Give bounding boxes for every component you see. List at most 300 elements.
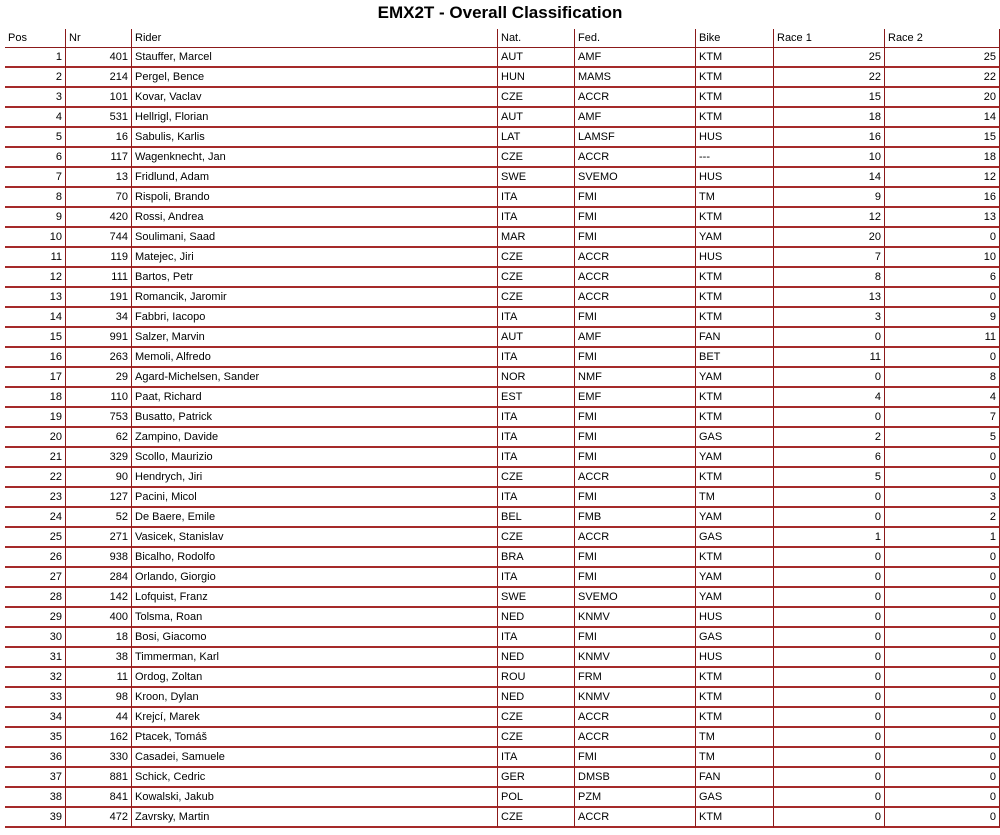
cell-race1: 3: [774, 308, 885, 328]
cell-rider: Agard-Michelsen, Sander: [132, 368, 498, 388]
cell-rider: Romancik, Jaromir: [132, 288, 498, 308]
table-row: [5, 748, 1000, 768]
cell-nr: 11: [66, 668, 132, 688]
table-row: [5, 308, 1000, 328]
cell-rider: Matejec, Jiri: [132, 248, 498, 268]
cell-nr: 330: [66, 748, 132, 768]
cell-race1: 20: [774, 228, 885, 248]
table-row: [5, 688, 1000, 708]
cell-pos: 17: [5, 368, 66, 388]
cell-nat: ITA: [498, 488, 575, 508]
cell-nr: 991: [66, 328, 132, 348]
table-row: [5, 188, 1000, 208]
cell-race2: 12: [885, 168, 1000, 188]
table-row: [5, 788, 1000, 808]
cell-race1: 0: [774, 608, 885, 628]
cell-race2: 0: [885, 568, 1000, 588]
cell-pos: 19: [5, 408, 66, 428]
cell-nr: 191: [66, 288, 132, 308]
cell-rider: Zavrsky, Martin: [132, 808, 498, 828]
cell-race1: 1: [774, 528, 885, 548]
column-header-bike[interactable]: Bike: [696, 29, 774, 48]
cell-fed: MAMS: [575, 68, 696, 88]
cell-rider: Krejcí, Marek: [132, 708, 498, 728]
cell-pos: 4: [5, 108, 66, 128]
cell-bike: KTM: [696, 208, 774, 228]
cell-race2: 0: [885, 608, 1000, 628]
cell-race2: 10: [885, 248, 1000, 268]
cell-nat: CZE: [498, 728, 575, 748]
cell-nat: AUT: [498, 328, 575, 348]
cell-race2: 5: [885, 428, 1000, 448]
table-row: [5, 48, 1000, 68]
cell-fed: ACCR: [575, 808, 696, 828]
cell-race2: 6: [885, 268, 1000, 288]
cell-race1: 7: [774, 248, 885, 268]
cell-fed: FMI: [575, 748, 696, 768]
cell-bike: KTM: [696, 808, 774, 828]
cell-fed: FMI: [575, 308, 696, 328]
cell-race1: 0: [774, 548, 885, 568]
cell-bike: YAM: [696, 368, 774, 388]
cell-race2: 14: [885, 108, 1000, 128]
table-row: [5, 88, 1000, 108]
cell-pos: 14: [5, 308, 66, 328]
cell-race1: 0: [774, 508, 885, 528]
cell-rider: Ptacek, Tomáš: [132, 728, 498, 748]
cell-pos: 9: [5, 208, 66, 228]
cell-bike: KTM: [696, 48, 774, 68]
cell-nat: ITA: [498, 748, 575, 768]
cell-pos: 13: [5, 288, 66, 308]
table-row: [5, 568, 1000, 588]
cell-nr: 472: [66, 808, 132, 828]
cell-fed: FMI: [575, 548, 696, 568]
cell-bike: KTM: [696, 668, 774, 688]
cell-race1: 10: [774, 148, 885, 168]
cell-nat: ITA: [498, 568, 575, 588]
cell-race1: 15: [774, 88, 885, 108]
column-header-race2[interactable]: Race 2: [885, 29, 1000, 48]
cell-race1: 0: [774, 328, 885, 348]
cell-nr: 142: [66, 588, 132, 608]
cell-rider: Kovar, Vaclav: [132, 88, 498, 108]
column-header-nr[interactable]: Nr: [66, 29, 132, 48]
cell-rider: Lofquist, Franz: [132, 588, 498, 608]
cell-nat: LAT: [498, 128, 575, 148]
cell-nat: CZE: [498, 288, 575, 308]
table-row: [5, 768, 1000, 788]
cell-pos: 12: [5, 268, 66, 288]
cell-rider: Orlando, Giorgio: [132, 568, 498, 588]
cell-nr: 938: [66, 548, 132, 568]
column-header-pos[interactable]: Pos: [5, 29, 66, 48]
cell-pos: 36: [5, 748, 66, 768]
cell-nat: AUT: [498, 48, 575, 68]
cell-fed: AMF: [575, 48, 696, 68]
cell-bike: KTM: [696, 708, 774, 728]
cell-race2: 0: [885, 808, 1000, 828]
table-row: [5, 728, 1000, 748]
cell-pos: 21: [5, 448, 66, 468]
cell-bike: GAS: [696, 428, 774, 448]
cell-bike: TM: [696, 748, 774, 768]
cell-fed: FMB: [575, 508, 696, 528]
cell-fed: NMF: [575, 368, 696, 388]
cell-fed: LAMSF: [575, 128, 696, 148]
cell-race1: 0: [774, 588, 885, 608]
cell-pos: 20: [5, 428, 66, 448]
cell-nr: 111: [66, 268, 132, 288]
table-row: [5, 248, 1000, 268]
cell-bike: HUS: [696, 608, 774, 628]
cell-rider: Hellrigl, Florian: [132, 108, 498, 128]
cell-bike: YAM: [696, 228, 774, 248]
cell-race2: 25: [885, 48, 1000, 68]
cell-bike: KTM: [696, 688, 774, 708]
cell-rider: Rispoli, Brando: [132, 188, 498, 208]
cell-race1: 0: [774, 488, 885, 508]
cell-bike: GAS: [696, 628, 774, 648]
cell-nr: 841: [66, 788, 132, 808]
cell-nat: NED: [498, 648, 575, 668]
cell-bike: YAM: [696, 448, 774, 468]
cell-pos: 23: [5, 488, 66, 508]
cell-rider: Kroon, Dylan: [132, 688, 498, 708]
cell-race1: 0: [774, 648, 885, 668]
cell-race2: 13: [885, 208, 1000, 228]
cell-nat: SWE: [498, 168, 575, 188]
cell-pos: 35: [5, 728, 66, 748]
cell-nat: SWE: [498, 588, 575, 608]
cell-bike: YAM: [696, 588, 774, 608]
cell-fed: ACCR: [575, 708, 696, 728]
table-row: [5, 288, 1000, 308]
cell-race2: 0: [885, 668, 1000, 688]
cell-race1: 0: [774, 728, 885, 748]
cell-rider: Bosi, Giacomo: [132, 628, 498, 648]
table-row: [5, 648, 1000, 668]
cell-fed: KNMV: [575, 608, 696, 628]
cell-pos: 5: [5, 128, 66, 148]
cell-fed: ACCR: [575, 468, 696, 488]
cell-nat: HUN: [498, 68, 575, 88]
cell-nr: 110: [66, 388, 132, 408]
table-row: [5, 168, 1000, 188]
cell-fed: SVEMO: [575, 168, 696, 188]
cell-rider: Vasicek, Stanislav: [132, 528, 498, 548]
cell-nat: GER: [498, 768, 575, 788]
cell-pos: 39: [5, 808, 66, 828]
cell-pos: 38: [5, 788, 66, 808]
cell-rider: Pacini, Micol: [132, 488, 498, 508]
cell-fed: FMI: [575, 408, 696, 428]
cell-race2: 9: [885, 308, 1000, 328]
table-row: [5, 208, 1000, 228]
cell-nr: 52: [66, 508, 132, 528]
cell-nat: ITA: [498, 448, 575, 468]
cell-race2: 0: [885, 288, 1000, 308]
cell-pos: 31: [5, 648, 66, 668]
cell-rider: Tolsma, Roan: [132, 608, 498, 628]
cell-nat: ITA: [498, 308, 575, 328]
page-title: EMX2T - Overall Classification: [377, 3, 623, 22]
table-row: [5, 508, 1000, 528]
cell-bike: KTM: [696, 308, 774, 328]
cell-bike: KTM: [696, 388, 774, 408]
cell-bike: HUS: [696, 648, 774, 668]
cell-race2: 0: [885, 448, 1000, 468]
cell-race1: 13: [774, 288, 885, 308]
cell-pos: 28: [5, 588, 66, 608]
header-row: [5, 29, 1000, 48]
cell-nat: CZE: [498, 708, 575, 728]
cell-rider: Memoli, Alfredo: [132, 348, 498, 368]
cell-rider: Stauffer, Marcel: [132, 48, 498, 68]
cell-rider: Fabbri, Iacopo: [132, 308, 498, 328]
cell-bike: KTM: [696, 408, 774, 428]
cell-bike: HUS: [696, 128, 774, 148]
cell-fed: ACCR: [575, 88, 696, 108]
table-row: [5, 468, 1000, 488]
cell-race1: 2: [774, 428, 885, 448]
cell-race1: 0: [774, 688, 885, 708]
cell-fed: FMI: [575, 628, 696, 648]
cell-bike: KTM: [696, 548, 774, 568]
cell-pos: 7: [5, 168, 66, 188]
classification-table: [5, 29, 1000, 828]
table-row: [5, 268, 1000, 288]
cell-rider: Kowalski, Jakub: [132, 788, 498, 808]
cell-rider: Bicalho, Rodolfo: [132, 548, 498, 568]
cell-fed: FMI: [575, 448, 696, 468]
table-row: [5, 448, 1000, 468]
cell-nat: ITA: [498, 188, 575, 208]
cell-bike: BET: [696, 348, 774, 368]
cell-race2: 1: [885, 528, 1000, 548]
table-row: [5, 408, 1000, 428]
cell-nr: 127: [66, 488, 132, 508]
cell-race2: 0: [885, 708, 1000, 728]
column-header-nat[interactable]: Nat.: [498, 29, 575, 48]
cell-race1: 0: [774, 568, 885, 588]
cell-bike: HUS: [696, 248, 774, 268]
cell-fed: FMI: [575, 208, 696, 228]
cell-race1: 9: [774, 188, 885, 208]
cell-pos: 29: [5, 608, 66, 628]
cell-nr: 101: [66, 88, 132, 108]
cell-rider: De Baere, Emile: [132, 508, 498, 528]
column-header-race1[interactable]: Race 1: [774, 29, 885, 48]
cell-race2: 0: [885, 648, 1000, 668]
table-row: [5, 148, 1000, 168]
cell-nat: ITA: [498, 208, 575, 228]
cell-bike: KTM: [696, 468, 774, 488]
cell-bike: ---: [696, 148, 774, 168]
cell-race1: 0: [774, 368, 885, 388]
cell-nr: 271: [66, 528, 132, 548]
cell-nat: ITA: [498, 348, 575, 368]
column-header-fed[interactable]: Fed.: [575, 29, 696, 48]
cell-pos: 24: [5, 508, 66, 528]
table-body: [5, 48, 1000, 828]
cell-nr: 420: [66, 208, 132, 228]
table-row: [5, 388, 1000, 408]
cell-bike: KTM: [696, 68, 774, 88]
cell-race1: 0: [774, 668, 885, 688]
cell-pos: 34: [5, 708, 66, 728]
table-row: [5, 528, 1000, 548]
cell-bike: HUS: [696, 168, 774, 188]
cell-race1: 0: [774, 768, 885, 788]
cell-pos: 33: [5, 688, 66, 708]
table-row: [5, 348, 1000, 368]
cell-race1: 0: [774, 808, 885, 828]
cell-fed: FMI: [575, 488, 696, 508]
cell-rider: Ordog, Zoltan: [132, 668, 498, 688]
cell-rider: Paat, Richard: [132, 388, 498, 408]
cell-bike: TM: [696, 188, 774, 208]
cell-nr: 38: [66, 648, 132, 668]
column-header-rider[interactable]: Rider: [132, 29, 498, 48]
cell-nr: 119: [66, 248, 132, 268]
cell-fed: ACCR: [575, 248, 696, 268]
cell-fed: FMI: [575, 568, 696, 588]
cell-rider: Soulimani, Saad: [132, 228, 498, 248]
cell-race2: 0: [885, 628, 1000, 648]
cell-bike: YAM: [696, 568, 774, 588]
cell-pos: 16: [5, 348, 66, 368]
cell-fed: AMF: [575, 108, 696, 128]
cell-bike: KTM: [696, 108, 774, 128]
cell-rider: Pergel, Bence: [132, 68, 498, 88]
cell-race2: 0: [885, 548, 1000, 568]
cell-race1: 16: [774, 128, 885, 148]
cell-nat: ITA: [498, 628, 575, 648]
cell-race1: 0: [774, 708, 885, 728]
cell-fed: FMI: [575, 428, 696, 448]
cell-bike: KTM: [696, 268, 774, 288]
cell-fed: EMF: [575, 388, 696, 408]
cell-nr: 531: [66, 108, 132, 128]
cell-rider: Scollo, Maurizio: [132, 448, 498, 468]
cell-race1: 4: [774, 388, 885, 408]
cell-nat: EST: [498, 388, 575, 408]
cell-nr: 13: [66, 168, 132, 188]
cell-pos: 27: [5, 568, 66, 588]
cell-fed: DMSB: [575, 768, 696, 788]
cell-fed: FMI: [575, 228, 696, 248]
cell-rider: Wagenknecht, Jan: [132, 148, 498, 168]
cell-nr: 284: [66, 568, 132, 588]
cell-nat: CZE: [498, 268, 575, 288]
cell-nat: ITA: [498, 408, 575, 428]
cell-fed: KNMV: [575, 688, 696, 708]
cell-pos: 37: [5, 768, 66, 788]
cell-fed: SVEMO: [575, 588, 696, 608]
cell-bike: TM: [696, 488, 774, 508]
cell-race1: 18: [774, 108, 885, 128]
cell-race1: 0: [774, 748, 885, 768]
cell-nat: BRA: [498, 548, 575, 568]
cell-rider: Busatto, Patrick: [132, 408, 498, 428]
cell-nat: NED: [498, 688, 575, 708]
cell-nat: CZE: [498, 808, 575, 828]
cell-race1: 25: [774, 48, 885, 68]
cell-pos: 18: [5, 388, 66, 408]
cell-bike: TM: [696, 728, 774, 748]
cell-nr: 90: [66, 468, 132, 488]
cell-nat: BEL: [498, 508, 575, 528]
cell-race2: 11: [885, 328, 1000, 348]
cell-nat: POL: [498, 788, 575, 808]
cell-race2: 0: [885, 228, 1000, 248]
cell-rider: Schick, Cedric: [132, 768, 498, 788]
cell-nr: 162: [66, 728, 132, 748]
cell-race1: 8: [774, 268, 885, 288]
cell-pos: 6: [5, 148, 66, 168]
cell-pos: 2: [5, 68, 66, 88]
cell-race2: 7: [885, 408, 1000, 428]
cell-nat: CZE: [498, 148, 575, 168]
cell-nat: ITA: [498, 428, 575, 448]
cell-nr: 16: [66, 128, 132, 148]
table-row: [5, 708, 1000, 728]
table-row: [5, 588, 1000, 608]
cell-race1: 0: [774, 788, 885, 808]
cell-pos: 26: [5, 548, 66, 568]
table-row: [5, 608, 1000, 628]
cell-fed: FMI: [575, 188, 696, 208]
cell-pos: 1: [5, 48, 66, 68]
cell-rider: Zampino, Davide: [132, 428, 498, 448]
cell-nr: 214: [66, 68, 132, 88]
cell-race1: 5: [774, 468, 885, 488]
cell-race2: 0: [885, 788, 1000, 808]
cell-nr: 117: [66, 148, 132, 168]
cell-race1: 0: [774, 408, 885, 428]
cell-bike: GAS: [696, 528, 774, 548]
cell-rider: Timmerman, Karl: [132, 648, 498, 668]
cell-race2: 3: [885, 488, 1000, 508]
cell-race2: 8: [885, 368, 1000, 388]
cell-nat: NED: [498, 608, 575, 628]
cell-race2: 4: [885, 388, 1000, 408]
cell-pos: 32: [5, 668, 66, 688]
cell-race1: 12: [774, 208, 885, 228]
cell-race2: 0: [885, 768, 1000, 788]
cell-nr: 44: [66, 708, 132, 728]
cell-fed: FRM: [575, 668, 696, 688]
cell-race2: 0: [885, 468, 1000, 488]
cell-bike: KTM: [696, 88, 774, 108]
cell-rider: Hendrych, Jiri: [132, 468, 498, 488]
cell-rider: Fridlund, Adam: [132, 168, 498, 188]
cell-nr: 70: [66, 188, 132, 208]
cell-nat: CZE: [498, 248, 575, 268]
table-row: [5, 808, 1000, 828]
cell-fed: ACCR: [575, 288, 696, 308]
cell-nat: CZE: [498, 468, 575, 488]
cell-race2: 0: [885, 728, 1000, 748]
cell-nr: 62: [66, 428, 132, 448]
cell-fed: ACCR: [575, 148, 696, 168]
table-row: [5, 108, 1000, 128]
cell-fed: FMI: [575, 348, 696, 368]
cell-rider: Sabulis, Karlis: [132, 128, 498, 148]
cell-race2: 0: [885, 748, 1000, 768]
cell-bike: YAM: [696, 508, 774, 528]
